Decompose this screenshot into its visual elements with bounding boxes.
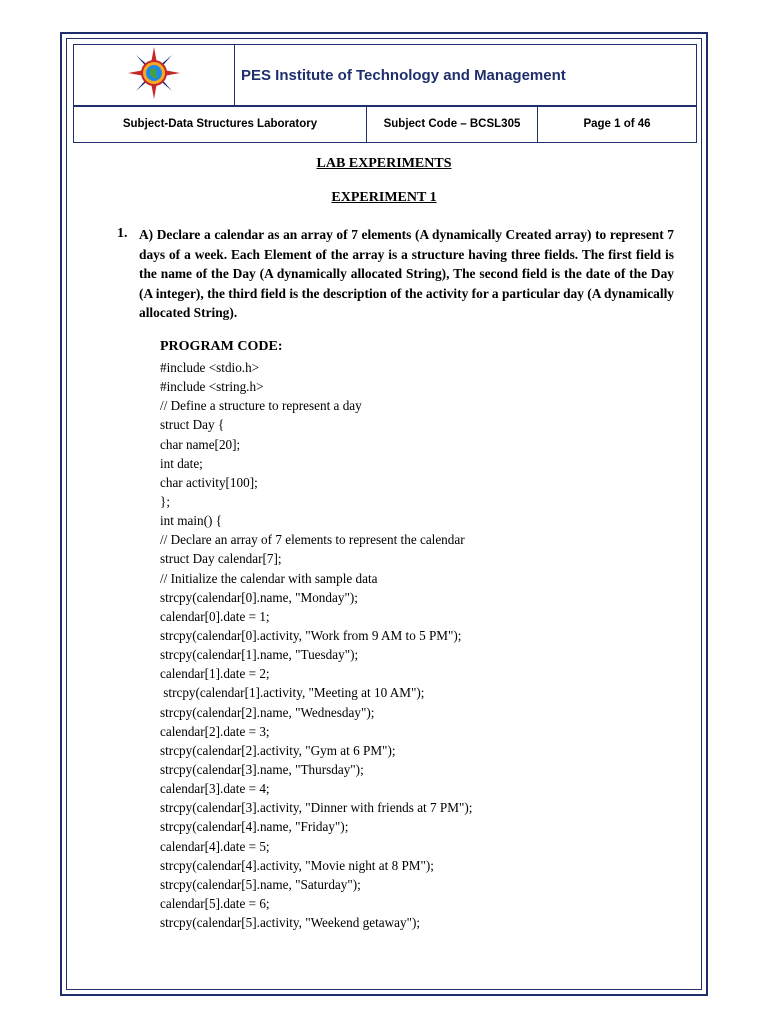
code-line: strcpy(calendar[2].activity, "Gym at 6 PM"); — [160, 742, 396, 758]
logo-cell — [74, 45, 235, 107]
code-line: calendar[3].date = 4; — [160, 781, 270, 797]
question-number: 1. — [117, 226, 128, 241]
code-line: strcpy(calendar[4].activity, "Movie night at 8 PM"); — [160, 857, 434, 873]
code-line: char activity[100]; — [160, 474, 258, 490]
code-block — [160, 358, 472, 932]
subject-name: Subject-Data Structures Laboratory — [74, 106, 367, 143]
code-line: strcpy(calendar[0].activity, "Work from 9 AM to 5 PM"); — [160, 627, 462, 643]
code-line: calendar[0].date = 1; — [160, 608, 270, 624]
code-line: calendar[2].date = 3; — [160, 723, 270, 739]
code-line: struct Day { — [160, 417, 225, 433]
subject-info-table — [73, 105, 697, 143]
code-line: #include <string.h> — [160, 379, 264, 395]
code-line: strcpy(calendar[3].activity, "Dinner with friends at 7 PM"); — [160, 800, 473, 816]
code-line: }; — [160, 493, 170, 509]
code-line: int date; — [160, 455, 203, 471]
code-line: strcpy(calendar[1].name, "Tuesday"); — [160, 647, 359, 663]
lab-experiments-heading: LAB EXPERIMENTS — [316, 156, 452, 171]
code-line: strcpy(calendar[2].name, "Wednesday"); — [160, 704, 375, 720]
page-number: Page 1 of 46 — [538, 106, 697, 143]
code-line: calendar[1].date = 2; — [160, 666, 270, 682]
question-text: A) Declare a calendar as an array of 7 elements (A dynamically Created array) to represent 7 days of a week. Each Element of the array is a structure having three fields. The first field is the name of the Day (A dynamically allocated String), The second field is the date of the Day (A integer), the third field is the description of the activity for a particular day (A dynamically allocated String). — [139, 227, 674, 321]
program-code-title: PROGRAM CODE: — [160, 339, 283, 354]
code-line: int main() { — [160, 513, 222, 529]
institute-title: PES Institute of Technology and Management — [235, 45, 697, 107]
code-line: strcpy(calendar[0].name, "Monday"); — [160, 589, 358, 605]
code-line: strcpy(calendar[5].activity, "Weekend getaway"); — [160, 915, 421, 931]
code-line: // Declare an array of 7 elements to represent the calendar — [160, 532, 465, 548]
code-line: struct Day calendar[7]; — [160, 551, 282, 567]
code-line: #include <stdio.h> — [160, 360, 260, 375]
code-line: calendar[5].date = 6; — [160, 895, 270, 911]
code-line: strcpy(calendar[3].name, "Thursday"); — [160, 761, 364, 777]
code-line: strcpy(calendar[4].name, "Friday"); — [160, 819, 349, 835]
subject-code: Subject Code – BCSL305 — [367, 106, 538, 143]
code-line: strcpy(calendar[5].name, "Saturday"); — [160, 876, 361, 892]
header-table — [73, 44, 697, 107]
code-line: calendar[4].date = 5; — [160, 838, 270, 854]
experiment-heading: EXPERIMENT 1 — [331, 190, 437, 205]
code-line: strcpy(calendar[1].activity, "Meeting at 10 AM"); — [160, 685, 425, 701]
compass-logo-icon — [126, 45, 182, 101]
code-line: char name[20]; — [160, 436, 241, 452]
code-line: // Initialize the calendar with sample data — [160, 570, 378, 586]
code-line: // Define a structure to represent a day — [160, 398, 362, 414]
